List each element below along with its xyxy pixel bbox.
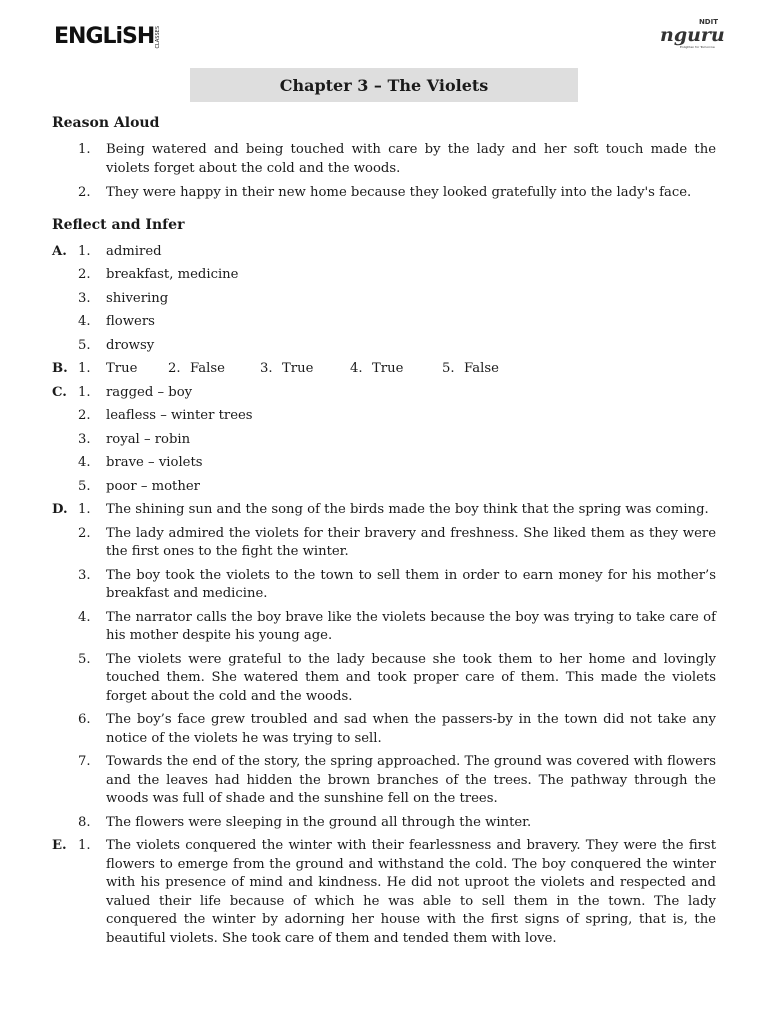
list-item bbox=[52, 313, 716, 332]
item-text: Being watered and being touched with care by the lady and her soft touch made the violets forget about the cold and the woods. bbox=[106, 142, 716, 176]
section-letter-e: E. bbox=[52, 838, 67, 853]
item-number: 4. bbox=[78, 455, 91, 470]
list-item bbox=[52, 384, 716, 403]
item-number: 1. bbox=[78, 384, 91, 400]
item-number: 1. bbox=[78, 838, 91, 853]
tf-answer: 4. True bbox=[350, 361, 404, 376]
item-text: shivering bbox=[106, 290, 169, 306]
item-number: 2. bbox=[78, 185, 91, 200]
list-item bbox=[52, 814, 716, 833]
list-item bbox=[52, 501, 716, 520]
logo-left-subtext: CLASSES bbox=[155, 26, 162, 49]
item-number: 2. bbox=[78, 525, 91, 541]
item-number: 1. bbox=[78, 142, 91, 157]
tf-answer: 1. True bbox=[78, 361, 138, 376]
page-header bbox=[0, 0, 768, 60]
item-number: 3. bbox=[78, 431, 91, 447]
item-text: The boy took the violets to the town to sell them in order to earn money for his mother’s breakfast and medicine. bbox=[106, 567, 716, 601]
list-item bbox=[52, 141, 716, 178]
item-text: Towards the end of the story, the spring approached. The ground was covered with flowers and the leaves had hidden the brown branches of the trees. The pathway through the woods was full of shade and the sunshine fell on the trees. bbox=[106, 754, 716, 806]
tf-answer: 2. False bbox=[168, 361, 225, 376]
list-item bbox=[52, 337, 716, 356]
item-number: 3. bbox=[78, 290, 91, 306]
list-item bbox=[52, 431, 716, 450]
section-letter-c: C. bbox=[52, 384, 67, 400]
answer-content bbox=[52, 113, 716, 948]
list-item bbox=[52, 525, 716, 562]
item-number: 1. bbox=[78, 243, 91, 259]
list-item bbox=[52, 454, 716, 473]
list-item bbox=[52, 609, 716, 646]
list-item bbox=[52, 753, 716, 809]
item-text: leafless – winter trees bbox=[106, 408, 253, 423]
tf-answer: 5. False bbox=[442, 361, 499, 376]
item-text: breakfast, medicine bbox=[106, 267, 239, 282]
section-letter-a: A. bbox=[52, 243, 67, 259]
english-classes-logo bbox=[54, 24, 161, 49]
logo-right-top: NDIT bbox=[698, 18, 718, 26]
reason-aloud-heading: Reason Aloud bbox=[52, 115, 160, 131]
logo-right-tagline: Enlighten for Tomorrow bbox=[680, 45, 715, 49]
list-item bbox=[52, 478, 716, 497]
list-item bbox=[52, 266, 716, 285]
list-item bbox=[52, 837, 716, 948]
reflect-infer-heading: Reflect and Infer bbox=[52, 216, 185, 233]
item-number: 5. bbox=[78, 651, 91, 667]
item-text: admired bbox=[106, 243, 162, 259]
item-number: 1. bbox=[78, 502, 91, 517]
item-text: drowsy bbox=[106, 337, 155, 353]
item-text: They were happy in their new home because they looked gratefully into the lady's face. bbox=[106, 185, 692, 200]
list-item bbox=[52, 651, 716, 707]
list-item bbox=[52, 711, 716, 748]
list-item bbox=[52, 407, 716, 426]
item-number: 3. bbox=[78, 567, 91, 583]
item-number: 5. bbox=[78, 337, 91, 353]
item-number: 4. bbox=[78, 314, 91, 329]
list-item bbox=[52, 243, 716, 262]
item-text: The flowers were sleeping in the ground all through the winter. bbox=[106, 814, 532, 830]
item-text: The violets conquered the winter with their fearlessness and bravery. They were the first flowers to emerge from the ground and withstand the cold. The boy conquered the winter with his presence of mind and kindness. He did not uproot the violets and respected and valued their life because of which he was able to sell them in the town. The lady conquered the winter by adorning her house with the first signs of spring, that is, the beautiful violets. She took care of them and tended them with love. bbox=[106, 838, 716, 946]
item-text: poor – mother bbox=[106, 478, 200, 494]
item-number: 2. bbox=[78, 267, 91, 282]
item-text: brave – violets bbox=[106, 455, 203, 470]
item-number: 8. bbox=[78, 814, 91, 830]
list-item bbox=[52, 184, 716, 203]
item-text: ragged – boy bbox=[106, 384, 193, 400]
section-letter-b: B. bbox=[52, 361, 68, 376]
item-text: flowers bbox=[106, 314, 155, 329]
chapter-title-box bbox=[190, 68, 578, 102]
item-number: 2. bbox=[78, 408, 91, 423]
item-text: The narrator calls the boy brave like the violets because the boy was trying to take care of his mother despite his young age. bbox=[106, 609, 716, 643]
tf-answer: 3. True bbox=[260, 361, 314, 376]
list-item bbox=[52, 290, 716, 309]
true-false-row bbox=[52, 360, 716, 379]
ncert-nguru-logo bbox=[660, 18, 725, 49]
list-item bbox=[52, 567, 716, 604]
logo-left-text: ENGLiSH bbox=[54, 24, 155, 49]
item-number: 5. bbox=[78, 478, 91, 494]
item-text: royal – robin bbox=[106, 431, 191, 447]
item-number: 6. bbox=[78, 712, 91, 727]
logo-right-text: nguru bbox=[660, 24, 725, 46]
item-number: 4. bbox=[78, 609, 91, 625]
chapter-title: Chapter 3 – The Violets bbox=[279, 75, 489, 95]
section-letter-d: D. bbox=[52, 502, 68, 517]
item-number: 7. bbox=[78, 754, 91, 769]
item-text: The violets were grateful to the lady because she took them to her home and lovingly touched them. She watered them and took proper care of them. This made the violets forget about the cold and the woods. bbox=[106, 651, 716, 704]
item-text: The shining sun and the song of the birds made the boy think that the spring was coming. bbox=[106, 502, 709, 517]
item-text: The boy’s face grew troubled and sad when the passers-by in the town did not take any notice of the violets he was trying to sell. bbox=[106, 712, 716, 746]
item-text: The lady admired the violets for their bravery and freshness. She liked them as they were the first ones to the fight the winter. bbox=[106, 525, 716, 559]
